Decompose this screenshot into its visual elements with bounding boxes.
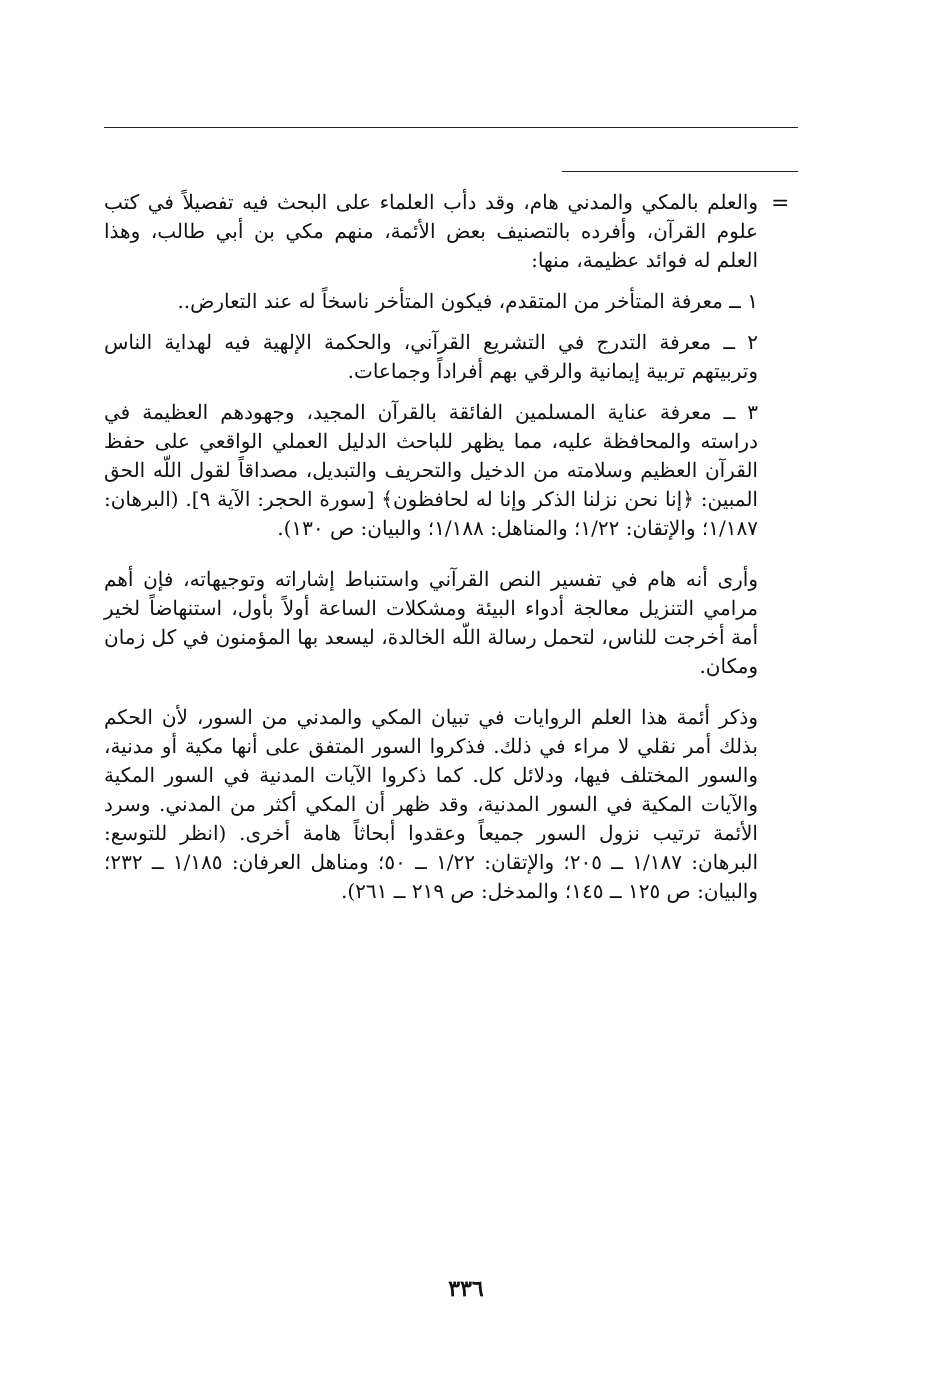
paragraph-benefit-2: ٢ ــ معرفة التدرج في التشريع القرآني، والحكمة الإلهية فيه لهداية الناس وتربيتهم تربية إيمانية والرقي بهم أفراداً وجماعات.	[104, 330, 758, 383]
paragraph-benefit-1: ١ ــ معرفة المتأخر من المتقدم، فيكون المتأخر ناسخاً له عند التعارض..	[177, 289, 758, 313]
footnote-separator-rule	[562, 171, 798, 172]
footnote-body	[104, 188, 758, 918]
header-rule	[104, 127, 798, 128]
paragraph-intro: والعلم بالمكي والمدني هام، وقد دأب العلماء على البحث فيه تفصيلاً في كتب علوم القرآن، وأفرده بالتصنيف بعض الأئمة، منهم مكي بن أبي طالب، وهذا العلم له فوائد عظيمة، منها:	[104, 190, 758, 272]
paragraph-benefit-3: ٣ ــ معرفة عناية المسلمين الفائقة بالقرآن المجيد، وجهودهم العظيمة في دراسته والمحافظة عليه، مما يظهر للباحث الدليل العملي الواقعي على حفظ القرآن العظيم وسلامته من الدخيل والتحريف والتبديل، مصداقاً لقول اللّه الحق المبين: ﴿إنا نحن نزلنا الذكر وإنا له لحافظون﴾ [سورة الحجر: الآية ٩]. (البرهان: ١/١٨٧؛ والإتقان: ١/٢٢؛ والمناهل: ١/١٨٨؛ والبيان: ص ١٣٠).	[104, 400, 758, 540]
page-number: ٣٣٦	[448, 1276, 484, 1302]
paragraph-opinion: وأرى أنه هام في تفسير النص القرآني واستنباط إشاراته وتوجيهاته، فإن أهم مرامي التنزيل معالجة أدواء البيئة ومشكلات الساعة أولاً بأول، استنهاضاً لخير أمة أخرجت للناس، لتحمل رسالة اللّه الخالدة، ليسعد بها المؤمنون في كل زمان ومكان.	[104, 567, 758, 678]
footnote-continuation-mark: =	[771, 191, 790, 216]
paragraph-narrations: وذكر أئمة هذا العلم الروايات في تبيان المكي والمدني من السور، لأن الحكم بذلك أمر نقلي لا مراء في ذلك. فذكروا السور المتفق على أنها مكية أو مدنية، والسور المختلف فيها، ودلائل كل. كما ذكروا الآيات المدنية في السور المكية والآيات المكية في السور المدنية، وقد ظهر أن المكي أكثر من المدني. وسرد الأئمة ترتيب نزول السور جميعاً وعقدوا أبحاثاً هامة أخرى. (انظر للتوسع: البرهان: ١/١٨٧ ــ ٢٠٥؛ والإتقان: ١/٢٢ ــ ٥٠؛ ومناهل العرفان: ١/١٨٥ ــ ٢٣٢؛ والبيان: ص ١٢٥ ــ ١٤٥؛ والمدخل: ص ٢١٩ ــ ٢٦١).	[104, 705, 759, 903]
